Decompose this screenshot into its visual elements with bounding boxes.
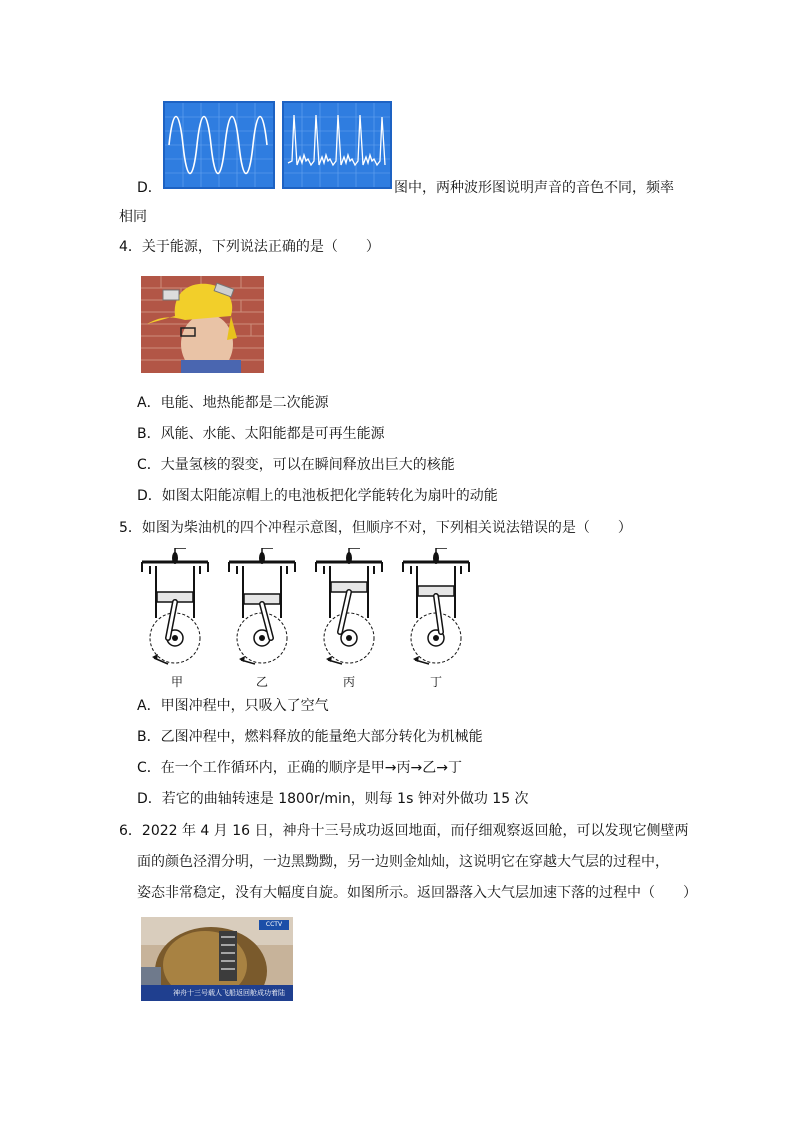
solar-cap-photo [141,276,264,373]
oscilloscope-complex-wave-image [282,101,392,189]
engine-label-bing: 丙 [343,675,356,689]
q5-stem: 5．如图为柴油机的四个冲程示意图，但顺序不对，下列相关说法错误的是（ ） [119,520,632,536]
photo-logo: CCTV [259,920,289,930]
q5-option-b: B．乙图冲程中，燃料释放的能量绝大部分转化为机械能 [137,729,483,745]
q4-option-d: D．如图太阳能凉帽上的电池板把化学能转化为扇叶的动能 [137,488,498,504]
q5-option-a: A．甲图冲程中，只吸入了空气 [137,698,329,714]
q6-stem-line-3: 姿态非常稳定，没有大幅度自旋。如图所示。返回器落入大气层加速下落的过程中（ ） [137,885,697,901]
q3-option-d-letter: D． [137,180,162,196]
q3-option-d-continuation: 相同 [119,209,147,225]
q5-option-d: D．若它的曲轴转速是 1800r/min，则每 1s 钟对外做功 15 次 [137,791,529,807]
diesel-engine-strokes-diagram [138,548,478,676]
q3-option-d-text: 图中，两种波形图说明声音的音色不同，频率 [394,180,674,196]
q6-stem-line-1: 6．2022 年 4 月 16 日，神舟十三号成功返回地面，而仔细观察返回舱，可以发现它侧壁两 [119,823,689,839]
q4-option-a: A．电能、地热能都是二次能源 [137,395,329,411]
engine-label-ding: 丁 [430,675,443,689]
q4-option-c: C．大量氢核的裂变，可以在瞬间释放出巨大的核能 [137,457,455,473]
photo-caption: 神舟十三号载人飞船返回舱成功着陆 [173,989,285,997]
q5-option-c: C．在一个工作循环内，正确的顺序是甲→丙→乙→丁 [137,760,462,776]
oscilloscope-sine-image [163,101,275,189]
q6-stem-line-2: 面的颜色泾渭分明，一边黑黝黝，另一边则金灿灿，这说明它在穿越大气层的过程中， [137,854,669,870]
engine-label-yi: 乙 [256,675,269,689]
q4-option-b: B．风能、水能、太阳能都是可再生能源 [137,426,385,442]
engine-label-jia: 甲 [171,675,184,689]
q4-stem: 4．关于能源，下列说法正确的是（ ） [119,239,380,255]
return-capsule-photo [141,917,293,1001]
